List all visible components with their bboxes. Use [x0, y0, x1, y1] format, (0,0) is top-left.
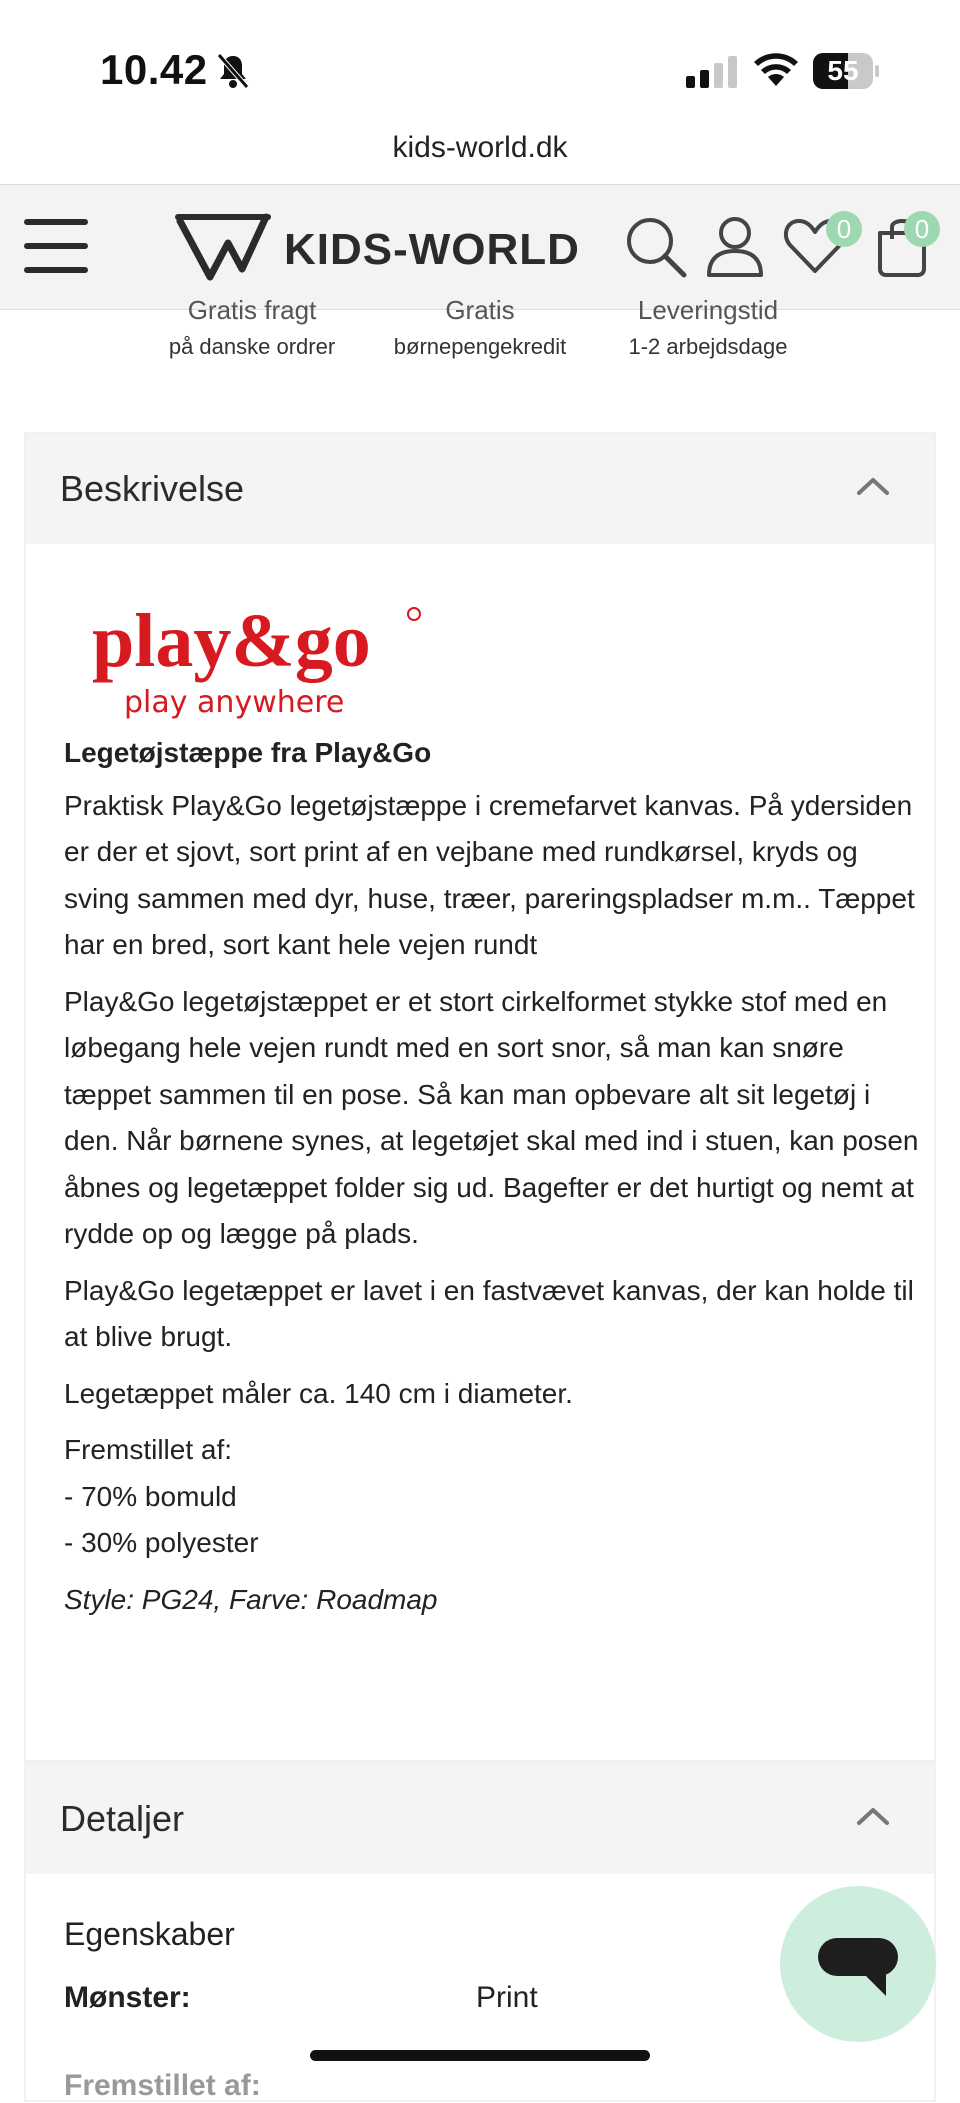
description-heading: Legetøjstæppe fra Play&Go — [64, 737, 432, 768]
wishlist-count-badge: 0 — [826, 211, 862, 247]
cart-count-badge: 0 — [904, 211, 940, 247]
logo-text[interactable]: KIDS-WORLD — [284, 225, 580, 274]
description-paragraph: Play&Go legetæppet er lavet i en fastvævet kanvas, der kan holde til at blive brugt. — [64, 1274, 914, 1352]
usp-subtitle: børnepengekredit — [393, 334, 567, 359]
properties-title: Egenskaber — [64, 1916, 235, 1952]
play-and-go-brand-logo — [92, 594, 432, 724]
details-title: Detaljer — [60, 1798, 185, 1839]
chevron-up-icon[interactable] — [856, 476, 890, 496]
description-accordion-header[interactable] — [26, 434, 934, 544]
chevron-up-icon[interactable] — [856, 1806, 890, 1826]
status-time: 10.42 — [100, 46, 208, 93]
brand-name: play&go — [92, 599, 371, 683]
chat-bubble-icon — [816, 1936, 900, 2000]
materials-heading: Fremstillet af: — [64, 1434, 233, 1465]
usp-row — [0, 295, 960, 370]
description-paragraph: Praktisk Play&Go legetøjstæppe i cremefarvet kanvas. På ydersiden er der et sjovt, sort print af en vejbane med rundkørsel, kryds og sving sammen med dyr, huse, træer, pareringspladser m.m.. Tæppet har en bred, sort kant hele vejen rundt — [64, 789, 915, 960]
description-title: Beskrivelse — [60, 468, 245, 509]
property-label: Mønster: — [64, 1981, 191, 2014]
home-indicator[interactable] — [310, 2050, 650, 2061]
property-value: Print — [476, 1981, 538, 2014]
brand-tagline: play anywhere — [124, 685, 345, 720]
description-paragraph: Legetæppet måler ca. 140 cm i diameter. — [64, 1377, 573, 1409]
account-icon[interactable] — [700, 211, 770, 281]
status-bar — [0, 0, 960, 130]
usp-subtitle: på danske ordrer — [168, 334, 336, 359]
battery-level: 55 — [827, 55, 859, 86]
usp-title: Leveringstid — [637, 295, 779, 325]
description-accordion — [24, 432, 936, 1762]
description-paragraph: Play&Go legetøjstæppet er et stort cirkelformet stykke stof med en løbegang hele vejen rundt med en sort snor, så man kan snøre tæppet sammen til en pose. Så kan man opbevare alt sit legetøj i den. Når børnene synes, at legetøjet skal med ind i stuen, kan posen åbnes og legetæppet folder sig ud. Bagefter er det hurtigt og nemt at rydde op og lægge på plads. — [64, 985, 919, 1249]
search-icon[interactable] — [620, 211, 690, 281]
cell-signal-icon — [686, 56, 738, 88]
kids-world-logo-icon[interactable] — [176, 213, 270, 285]
hamburger-menu-icon[interactable] — [24, 219, 88, 275]
wifi-icon — [752, 52, 800, 88]
usp-title: Gratis fragt — [187, 295, 317, 325]
bell-muted-icon — [216, 52, 250, 90]
details-accordion-header[interactable] — [26, 1764, 934, 1874]
chat-button[interactable] — [780, 1886, 936, 2042]
material-item: - 30% polyester — [64, 1527, 259, 1558]
description-body — [64, 730, 924, 1633]
style-line: Style: PG24, Farve: Roadmap — [64, 1583, 438, 1615]
address-bar[interactable]: kids-world.dk — [392, 131, 568, 164]
material-item: - 70% bomuld — [64, 1480, 237, 1512]
usp-subtitle: 1-2 arbejdsdage — [628, 334, 788, 359]
usp-title: Gratis — [445, 295, 515, 325]
property-label-partial: Fremstillet af: — [64, 2069, 261, 2102]
materials-list — [64, 1427, 924, 1567]
